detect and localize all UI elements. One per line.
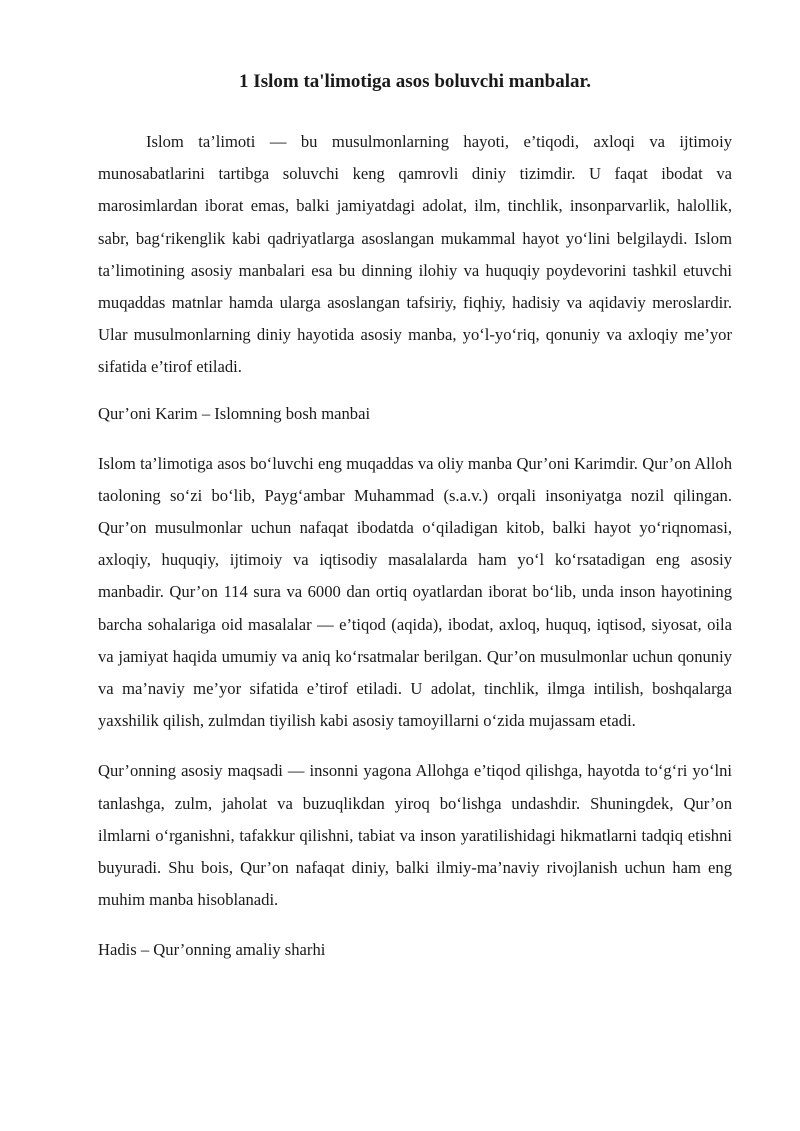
section-heading-hadis: Hadis – Qur’onning amaliy sharhi (98, 940, 326, 960)
document-title: 1 Islom ta'limotiga asos boluvchi manbalar. (239, 71, 591, 92)
quran-paragraph-1: Islom ta’limotiga asos bo‘luvchi eng muqaddas va oliy manba Qur’oni Karimdir. Qur’on Alloh taoloning so‘zi bo‘lib, Payg‘ambar Muhammad (s.a.v.) orqali insoniyatga nozil qilingan. Qur’on musulmonlar uchun nafaqat ibodatda o‘qiladigan kitob, balki hayot yo‘riqnomasi, axloqiy, huquqiy, ijtimoiy va iqtisodiy masalalarda ham yo‘l ko‘rsatadigan eng asosiy manbadir. Qur’on 114 sura va 6000 dan ortiq oyatlardan iborat bo‘lib, unda inson hayotining barcha sohalariga oid masalalar — e’tiqod (aqida), ibodat, axloq, huquq, iqtisod, siyosat, oila va jamiyat haqida umumiy va aniq ko‘rsatmalar berilgan. Qur’on musulmonlar uchun qonuniy va ma’naviy me’yor sifatida e’tirof etiladi. U adolat, tinchlik, ilmga intilish, boshqalarga yaxshilik qilish, zulmdan tiyilish kabi asosiy tamoyillarni o‘zida mujassam etadi. (98, 453, 732, 731)
quran-paragraph-2: Qur’onning asosiy maqsadi — insonni yagona Allohga e’tiqod qilishga, hayotda to‘g‘ri yo‘lni tanlashga, zulm, jaholat va buzuqlikdan yiroq bo‘lishga undashdir. Shuningdek, Qur’on ilmlarni o‘rganishni, tafakkur qilishni, tabiat va inson yaratilishidagi hikmatlarni tadqiq etishni buyuradi. Shu bois, Qur’on nafaqat diniy, balki ilmiy-ma’naviy rivojlanish uchun ham eng muhim manba hisoblanadi. (98, 761, 732, 910)
section-heading-quran: Qur’oni Karim – Islomning bosh manbai (98, 403, 371, 423)
intro-paragraph: Islom ta’limoti — bu musulmonlarning hayoti, e’tiqodi, axloqi va ijtimoiy munosabatlarini tartibga soluvchi keng qamrovli diniy tizimdir. U faqat ibodat va marosimlardan iborat emas, balki jamiyatdagi adolat, ilm, tinchlik, insonparvarlik, halollik, sabr, bag‘rikenglik kabi qadriyatlarga asoslangan mukammal hayot yo‘lini belgilaydi. Islom ta’limotining asosiy manbalari esa bu dinning ilohiy va huquqiy poydevorini tashkil etuvchi muqaddas matnlar hamda ularga asoslangan tafsiriy, fiqhiy, hadisiy va aqidaviy meroslardir. Ular musulmonlarning diniy hayotida asosiy manba, yo‘l-yo‘riq, qonuniy va axloqiy me’yor sifatida e’tirof etiladi. (98, 132, 732, 377)
document-page (98, 62, 732, 984)
